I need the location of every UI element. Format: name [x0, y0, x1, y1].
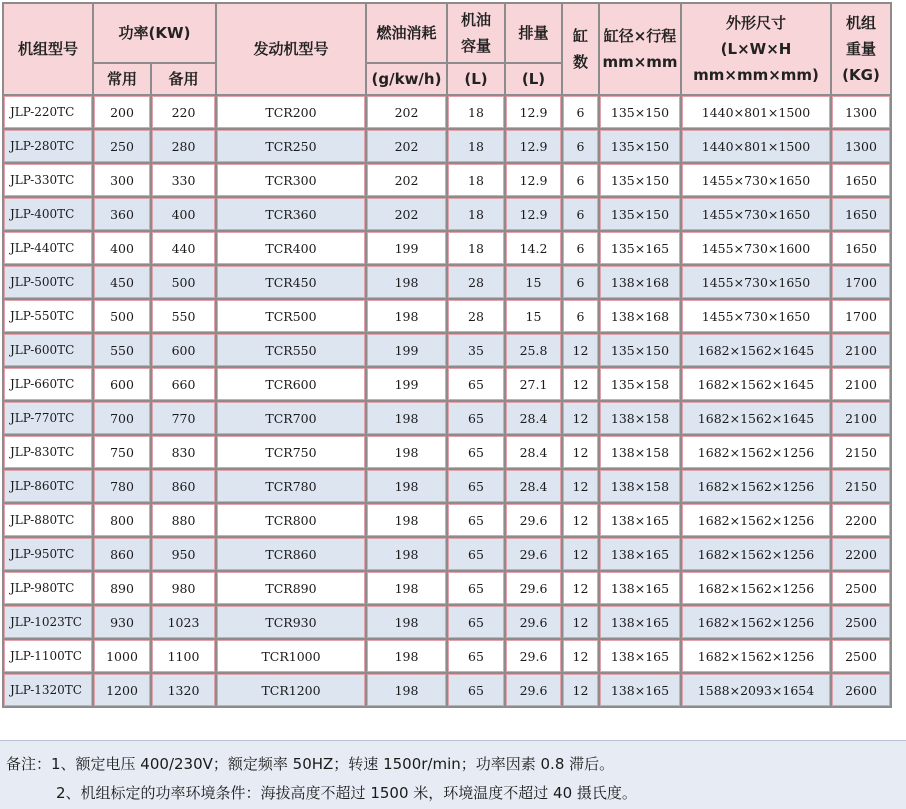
- cell-dimensions: 1455×730×1600: [682, 232, 830, 264]
- cell-displacement: 29.6: [506, 572, 561, 604]
- cell-model: JLP-1023TC: [4, 606, 92, 638]
- cell-engine-model: TCR300: [217, 164, 365, 196]
- cell-power-prime: 1000: [94, 640, 150, 672]
- cell-cylinders: 6: [563, 232, 598, 264]
- cell-dimensions: 1682×1562×1645: [682, 402, 830, 434]
- header-weight: [832, 4, 890, 94]
- cell-engine-model: TCR1000: [217, 640, 365, 672]
- cell-dimensions: 1455×730×1650: [682, 266, 830, 298]
- cell-power-standby: 1320: [152, 674, 215, 706]
- cell-dimensions: 1682×1562×1256: [682, 504, 830, 536]
- cell-displacement: 29.6: [506, 606, 561, 638]
- cell-cylinders: 6: [563, 164, 598, 196]
- cell-model: JLP-1320TC: [4, 674, 92, 706]
- table-row: [4, 470, 890, 502]
- cell-engine-model: TCR400: [217, 232, 365, 264]
- cell-cylinders: 6: [563, 198, 598, 230]
- cell-fuel: 198: [367, 300, 446, 332]
- cell-fuel: 198: [367, 606, 446, 638]
- cell-power-standby: 330: [152, 164, 215, 196]
- table-row: [4, 572, 890, 604]
- cell-oil: 65: [448, 402, 504, 434]
- cell-cylinders: 12: [563, 402, 598, 434]
- cell-fuel: 202: [367, 130, 446, 162]
- cell-model: JLP-1100TC: [4, 640, 92, 672]
- cell-bore-stroke: 135×150: [600, 164, 680, 196]
- cell-bore-stroke: 138×158: [600, 402, 680, 434]
- cell-fuel: 198: [367, 402, 446, 434]
- cell-displacement: 14.2: [506, 232, 561, 264]
- cell-fuel: 198: [367, 504, 446, 536]
- cell-oil: 65: [448, 674, 504, 706]
- cell-engine-model: TCR450: [217, 266, 365, 298]
- cell-displacement: 12.9: [506, 96, 561, 128]
- cell-displacement: 27.1: [506, 368, 561, 400]
- cell-bore-stroke: 138×168: [600, 300, 680, 332]
- cell-power-prime: 450: [94, 266, 150, 298]
- cell-bore-stroke: 138×165: [600, 504, 680, 536]
- header-weight-line2: 重量: [845, 40, 876, 58]
- cell-weight: 2150: [832, 436, 890, 468]
- cell-power-standby: 600: [152, 334, 215, 366]
- cell-dimensions: 1588×2093×1654: [682, 674, 830, 706]
- cell-bore-stroke: 138×158: [600, 436, 680, 468]
- cell-power-standby: 280: [152, 130, 215, 162]
- cell-displacement: 28.4: [506, 402, 561, 434]
- cell-displacement: 29.6: [506, 538, 561, 570]
- cell-weight: 2600: [832, 674, 890, 706]
- cell-model: JLP-830TC: [4, 436, 92, 468]
- cell-weight: 1650: [832, 198, 890, 230]
- cell-power-prime: 200: [94, 96, 150, 128]
- cell-displacement: 25.8: [506, 334, 561, 366]
- table-row: [4, 334, 890, 366]
- cell-power-prime: 860: [94, 538, 150, 570]
- cell-model: JLP-440TC: [4, 232, 92, 264]
- cell-power-standby: 440: [152, 232, 215, 264]
- cell-oil: 18: [448, 96, 504, 128]
- cell-weight: 1650: [832, 164, 890, 196]
- cell-model: JLP-330TC: [4, 164, 92, 196]
- cell-oil: 28: [448, 266, 504, 298]
- cell-bore-stroke: 138×158: [600, 470, 680, 502]
- cell-power-standby: 500: [152, 266, 215, 298]
- table-body: [4, 96, 890, 706]
- cell-power-prime: 300: [94, 164, 150, 196]
- cell-oil: 65: [448, 606, 504, 638]
- table-row: [4, 232, 890, 264]
- cell-engine-model: TCR800: [217, 504, 365, 536]
- header-cylinders: [563, 4, 598, 94]
- cell-bore-stroke: 135×158: [600, 368, 680, 400]
- cell-cylinders: 12: [563, 572, 598, 604]
- table-row: [4, 606, 890, 638]
- cell-model: JLP-280TC: [4, 130, 92, 162]
- cell-weight: 2500: [832, 606, 890, 638]
- cell-bore-stroke: 138×165: [600, 640, 680, 672]
- cell-power-prime: 890: [94, 572, 150, 604]
- cell-cylinders: 6: [563, 130, 598, 162]
- cell-engine-model: TCR200: [217, 96, 365, 128]
- header-fuel-unit: (g/kw/h): [367, 64, 446, 94]
- cell-fuel: 198: [367, 572, 446, 604]
- cell-displacement: 29.6: [506, 674, 561, 706]
- cell-fuel: 198: [367, 674, 446, 706]
- cell-power-standby: 220: [152, 96, 215, 128]
- cell-dimensions: 1682×1562×1645: [682, 368, 830, 400]
- header-fuel: 燃油消耗: [367, 4, 446, 62]
- cell-model: JLP-770TC: [4, 402, 92, 434]
- header-cyl-line1: 缸: [572, 27, 588, 45]
- cell-power-prime: 800: [94, 504, 150, 536]
- table-row: [4, 96, 890, 128]
- cell-dimensions: 1682×1562×1256: [682, 606, 830, 638]
- cell-oil: 65: [448, 436, 504, 468]
- cell-power-prime: 750: [94, 436, 150, 468]
- cell-engine-model: TCR930: [217, 606, 365, 638]
- cell-power-standby: 1100: [152, 640, 215, 672]
- cell-dimensions: 1682×1562×1256: [682, 572, 830, 604]
- cell-displacement: 28.4: [506, 436, 561, 468]
- cell-bore-stroke: 135×150: [600, 130, 680, 162]
- cell-power-standby: 980: [152, 572, 215, 604]
- cell-cylinders: 6: [563, 300, 598, 332]
- cell-weight: 2100: [832, 368, 890, 400]
- table-row: [4, 198, 890, 230]
- header-oil-unit: (L): [448, 64, 504, 94]
- table-row: [4, 164, 890, 196]
- cell-model: JLP-980TC: [4, 572, 92, 604]
- cell-oil: 18: [448, 232, 504, 264]
- header-oil-line2: 容量: [460, 37, 491, 55]
- cell-displacement: 29.6: [506, 504, 561, 536]
- cell-displacement: 12.9: [506, 198, 561, 230]
- table-row: [4, 130, 890, 162]
- cell-cylinders: 12: [563, 436, 598, 468]
- header-displacement: 排量: [506, 4, 561, 62]
- cell-model: JLP-660TC: [4, 368, 92, 400]
- cell-model: JLP-550TC: [4, 300, 92, 332]
- header-weight-line3: (KG): [842, 66, 880, 84]
- cell-displacement: 15: [506, 300, 561, 332]
- cell-oil: 65: [448, 470, 504, 502]
- cell-engine-model: TCR780: [217, 470, 365, 502]
- cell-power-standby: 770: [152, 402, 215, 434]
- cell-power-prime: 930: [94, 606, 150, 638]
- cell-power-standby: 880: [152, 504, 215, 536]
- table-row: [4, 640, 890, 672]
- cell-power-standby: 550: [152, 300, 215, 332]
- cell-fuel: 198: [367, 266, 446, 298]
- header-dim-line2: (L×W×H: [720, 40, 792, 58]
- cell-model: JLP-400TC: [4, 198, 92, 230]
- header-bore-line1: 缸径×行程: [603, 27, 677, 45]
- header-cyl-line2: 数: [572, 53, 588, 71]
- cell-weight: 1300: [832, 96, 890, 128]
- cell-bore-stroke: 138×168: [600, 266, 680, 298]
- cell-oil: 65: [448, 368, 504, 400]
- header-power-standby: 备用: [152, 64, 215, 94]
- cell-power-prime: 600: [94, 368, 150, 400]
- cell-oil: 28: [448, 300, 504, 332]
- cell-cylinders: 12: [563, 674, 598, 706]
- cell-oil: 65: [448, 538, 504, 570]
- generator-spec-table: [2, 2, 892, 708]
- cell-bore-stroke: 138×165: [600, 606, 680, 638]
- cell-fuel: 202: [367, 164, 446, 196]
- cell-displacement: 15: [506, 266, 561, 298]
- cell-bore-stroke: 138×165: [600, 572, 680, 604]
- cell-displacement: 29.6: [506, 640, 561, 672]
- cell-displacement: 12.9: [506, 164, 561, 196]
- cell-cylinders: 12: [563, 606, 598, 638]
- cell-weight: 2500: [832, 572, 890, 604]
- table-row: [4, 436, 890, 468]
- cell-power-standby: 860: [152, 470, 215, 502]
- cell-model: JLP-220TC: [4, 96, 92, 128]
- cell-fuel: 198: [367, 436, 446, 468]
- cell-engine-model: TCR1200: [217, 674, 365, 706]
- header-dim-line3: mm×mm×mm): [693, 66, 819, 84]
- cell-fuel: 199: [367, 232, 446, 264]
- cell-engine-model: TCR600: [217, 368, 365, 400]
- cell-engine-model: TCR750: [217, 436, 365, 468]
- cell-dimensions: 1440×801×1500: [682, 130, 830, 162]
- cell-fuel: 202: [367, 198, 446, 230]
- header-power-prime: 常用: [94, 64, 150, 94]
- cell-bore-stroke: 135×150: [600, 334, 680, 366]
- cell-model: JLP-950TC: [4, 538, 92, 570]
- cell-engine-model: TCR550: [217, 334, 365, 366]
- note-line-1: 备注：1、额定电压 400/230V；额定频率 50HZ；转速 1500r/min；功率因素 0.8 滞后。: [6, 755, 615, 773]
- cell-weight: 2100: [832, 402, 890, 434]
- cell-engine-model: TCR890: [217, 572, 365, 604]
- cell-cylinders: 12: [563, 368, 598, 400]
- cell-weight: 2500: [832, 640, 890, 672]
- cell-bore-stroke: 138×165: [600, 538, 680, 570]
- note-line-2: 2、机组标定的功率环境条件：海拔高度不超过 1500 米，环境温度不超过 40 摄氏度。: [56, 784, 637, 802]
- cell-power-standby: 400: [152, 198, 215, 230]
- table-row: [4, 538, 890, 570]
- cell-oil: 35: [448, 334, 504, 366]
- cell-power-prime: 500: [94, 300, 150, 332]
- header-bore-stroke: [600, 4, 680, 94]
- table-row: [4, 504, 890, 536]
- cell-fuel: 199: [367, 334, 446, 366]
- cell-fuel: 198: [367, 470, 446, 502]
- cell-power-standby: 1023: [152, 606, 215, 638]
- cell-fuel: 202: [367, 96, 446, 128]
- cell-dimensions: 1682×1562×1256: [682, 640, 830, 672]
- cell-model: JLP-500TC: [4, 266, 92, 298]
- header-oil-line1: 机油: [460, 11, 491, 29]
- table-row: [4, 266, 890, 298]
- cell-weight: 2200: [832, 538, 890, 570]
- cell-power-standby: 660: [152, 368, 215, 400]
- cell-engine-model: TCR700: [217, 402, 365, 434]
- header-power: 功率(KW): [94, 4, 215, 62]
- cell-displacement: 28.4: [506, 470, 561, 502]
- cell-dimensions: 1682×1562×1645: [682, 334, 830, 366]
- header-engine-model: 发动机型号: [217, 4, 365, 94]
- cell-bore-stroke: 135×150: [600, 96, 680, 128]
- cell-oil: 18: [448, 130, 504, 162]
- cell-power-prime: 700: [94, 402, 150, 434]
- cell-power-standby: 950: [152, 538, 215, 570]
- cell-fuel: 198: [367, 640, 446, 672]
- cell-model: JLP-880TC: [4, 504, 92, 536]
- cell-engine-model: TCR500: [217, 300, 365, 332]
- cell-dimensions: 1455×730×1650: [682, 164, 830, 196]
- cell-bore-stroke: 135×150: [600, 198, 680, 230]
- cell-oil: 18: [448, 164, 504, 196]
- cell-power-prime: 550: [94, 334, 150, 366]
- cell-dimensions: 1440×801×1500: [682, 96, 830, 128]
- cell-weight: 1700: [832, 266, 890, 298]
- table-row: [4, 300, 890, 332]
- cell-model: JLP-860TC: [4, 470, 92, 502]
- cell-cylinders: 6: [563, 266, 598, 298]
- table-header: [4, 4, 890, 94]
- table-row: [4, 402, 890, 434]
- cell-engine-model: TCR860: [217, 538, 365, 570]
- cell-power-prime: 780: [94, 470, 150, 502]
- notes-section: [0, 740, 906, 809]
- cell-power-standby: 830: [152, 436, 215, 468]
- cell-cylinders: 12: [563, 470, 598, 502]
- cell-oil: 65: [448, 640, 504, 672]
- cell-weight: 1300: [832, 130, 890, 162]
- cell-power-prime: 250: [94, 130, 150, 162]
- cell-displacement: 12.9: [506, 130, 561, 162]
- cell-dimensions: 1682×1562×1256: [682, 538, 830, 570]
- cell-cylinders: 12: [563, 334, 598, 366]
- cell-power-prime: 400: [94, 232, 150, 264]
- table-row: [4, 674, 890, 706]
- header-dimensions: [682, 4, 830, 94]
- cell-dimensions: 1455×730×1650: [682, 198, 830, 230]
- cell-weight: 2150: [832, 470, 890, 502]
- cell-power-prime: 1200: [94, 674, 150, 706]
- table-row: [4, 368, 890, 400]
- cell-oil: 65: [448, 504, 504, 536]
- cell-dimensions: 1682×1562×1256: [682, 436, 830, 468]
- cell-dimensions: 1682×1562×1256: [682, 470, 830, 502]
- header-bore-line2: mm×mm: [602, 53, 678, 71]
- cell-weight: 2200: [832, 504, 890, 536]
- cell-cylinders: 12: [563, 504, 598, 536]
- cell-dimensions: 1455×730×1650: [682, 300, 830, 332]
- cell-fuel: 198: [367, 538, 446, 570]
- cell-weight: 1700: [832, 300, 890, 332]
- cell-cylinders: 6: [563, 96, 598, 128]
- cell-fuel: 199: [367, 368, 446, 400]
- cell-weight: 1650: [832, 232, 890, 264]
- header-weight-line1: 机组: [845, 14, 876, 32]
- cell-engine-model: TCR360: [217, 198, 365, 230]
- cell-model: JLP-600TC: [4, 334, 92, 366]
- cell-power-prime: 360: [94, 198, 150, 230]
- cell-cylinders: 12: [563, 640, 598, 672]
- cell-bore-stroke: 135×165: [600, 232, 680, 264]
- cell-weight: 2100: [832, 334, 890, 366]
- cell-bore-stroke: 138×165: [600, 674, 680, 706]
- header-model: 机组型号: [4, 4, 92, 94]
- header-dim-line1: 外形尺寸: [725, 14, 786, 32]
- cell-cylinders: 12: [563, 538, 598, 570]
- header-displacement-unit: (L): [506, 64, 561, 94]
- cell-engine-model: TCR250: [217, 130, 365, 162]
- header-oil: [448, 4, 504, 62]
- cell-oil: 65: [448, 572, 504, 604]
- cell-oil: 18: [448, 198, 504, 230]
